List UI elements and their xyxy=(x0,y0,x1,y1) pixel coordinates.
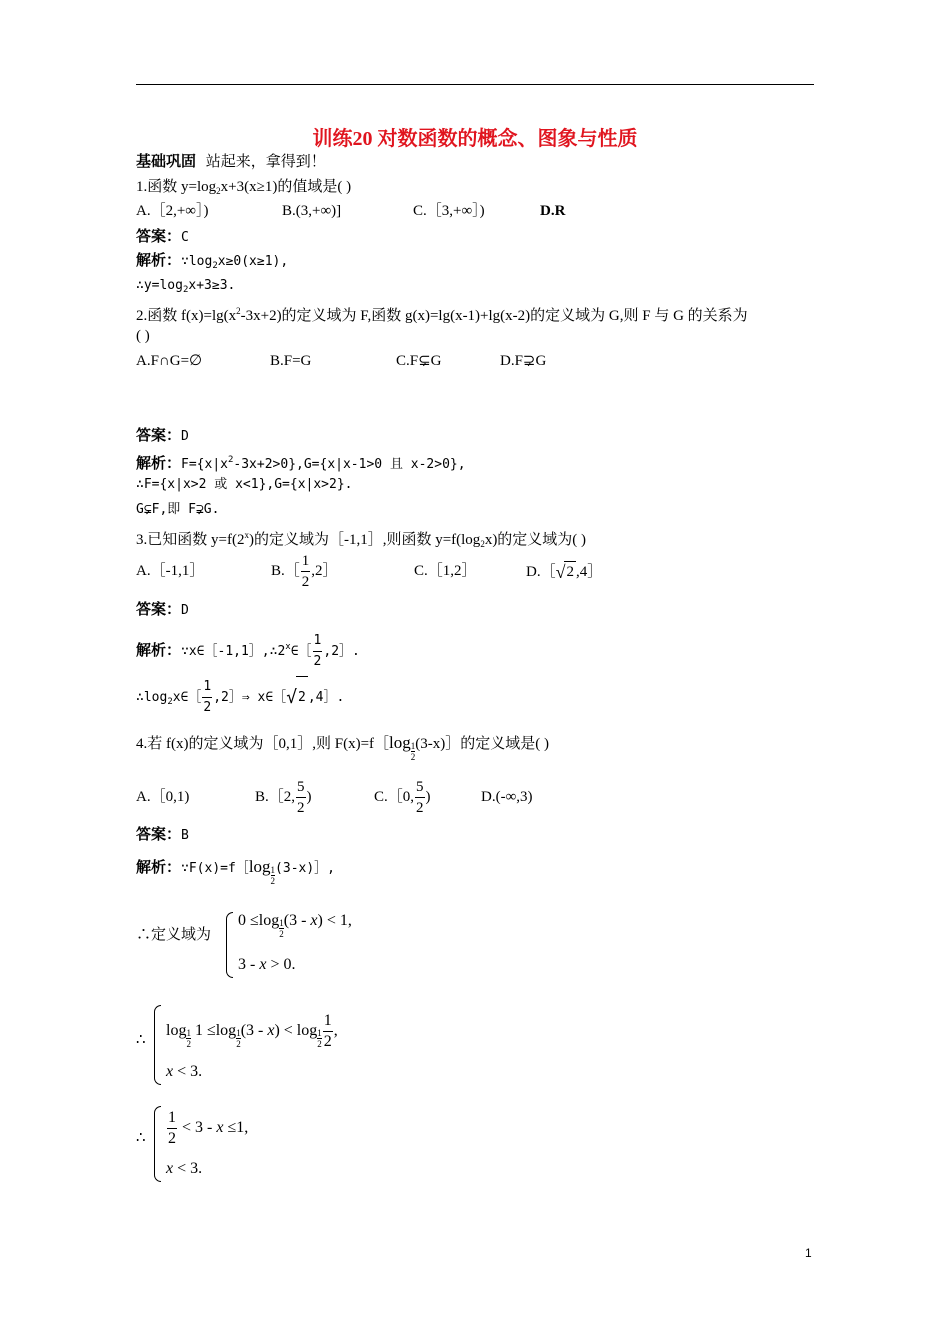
q3-option-d: D.［√2 ,4］ xyxy=(526,562,603,582)
q2-option-d: D.F⊋G xyxy=(500,353,547,369)
fraction-half: $\frac{1}{2}$ xyxy=(301,553,310,591)
section-label: 基础巩固 xyxy=(136,154,197,170)
q4-option-a: A.［0,1) xyxy=(136,789,190,805)
q2-option-c: C.F⊊G xyxy=(396,353,442,369)
q4-system-2-row-2: x < 3. xyxy=(166,1063,203,1080)
q1-answer: 答案：C xyxy=(136,229,189,245)
header-rule xyxy=(136,84,814,85)
q4-system-2 xyxy=(154,1005,414,1085)
section-heading xyxy=(136,152,326,172)
q3-option-c: C.［1,2］ xyxy=(414,563,477,579)
q3-analysis-1: 解析：∵x∈［-1,1］,∴2$^x$∈［ $\frac{1}{2}$ ,2］. xyxy=(136,633,360,669)
q4-system-1-row-1: 0 ≤log $\frac{1}{2}(3 - x) < 1$, xyxy=(238,912,352,939)
q2-analysis-2: ∴F={x|x>2 或 x<1},G={x|x>2}. xyxy=(136,477,353,492)
q2-stem: 2.函数 $f(x)=\lg(x^2-3x+2)$的定义域为 F,函数 g(x)=lg(x-1)+lg(x-2)的定义域为 G,则 F 与 G 的关系为 xyxy=(136,306,748,324)
q2-option-a: A.F∩G=∅ xyxy=(136,353,203,369)
q4-system-3-row-1: $\frac{1}{2}$ < 3 - x ≤1, xyxy=(168,1109,249,1147)
section-tagline: 站起来，拿得到！ xyxy=(205,154,326,170)
q2-analysis-3: G⊊F,即 F⊋G. xyxy=(136,502,220,517)
q1-stem: 1.函数 $y=\log_2x+3(x\ge 1)$的值域是( ) xyxy=(136,179,352,196)
q4-system-1-row-2: 3 - x > 0. xyxy=(238,956,296,973)
q4-therefore-2: ∴ xyxy=(136,1032,146,1048)
q3-option-a: A.［-1,1］ xyxy=(136,563,205,579)
q3-answer: 答案：D xyxy=(136,602,189,618)
q1-option-a: A.［2,+∞］) xyxy=(136,203,209,219)
q2-answer: 答案：D xyxy=(136,428,189,444)
q4-system-3 xyxy=(154,1106,354,1182)
q4-option-c: C.［0, $\frac{5}{2}$ ) xyxy=(374,779,431,817)
q1-analysis-2: $\therefore y=\log_2x+3\ge 3$. xyxy=(136,278,236,295)
q4-domain-prefix: ∴定义域为 xyxy=(136,927,212,943)
q3-analysis-2: $\therefore\log_2x\in[$ $\frac{1}{2}$ ,2］⇒ x∈［√2 ,4］. xyxy=(136,676,344,723)
q1-option-c: C.［3,+∞］) xyxy=(413,203,485,219)
q3-option-b: B.［ $\frac{1}{2}$ ,2］ xyxy=(271,553,338,591)
q1-option-d: D.R xyxy=(540,203,566,219)
page-title: 训练20 对数函数的概念、图象与性质 xyxy=(312,128,638,150)
q2-option-b: B.F=G xyxy=(270,353,312,369)
q4-system-1 xyxy=(226,912,426,978)
q4-analysis-1: 解析：∵F(x)=f［log $\frac{1}{2}(3-x)]$, xyxy=(136,857,336,886)
q1-option-b: B.(3,+∞)] xyxy=(282,203,342,219)
q4-option-d: D.(-∞,3) xyxy=(481,789,533,805)
q2-stem-cont: ( ) xyxy=(136,328,150,344)
q4-therefore-3: ∴ xyxy=(136,1130,146,1146)
q4-system-3-row-2: x < 3. xyxy=(166,1160,203,1177)
q4-stem: 4.若 f(x)的定义域为［0,1］,则 F(x)=f［log $\frac{1}{2}(3-x)]$的定义域是( ) xyxy=(136,733,549,762)
page-number: 1 xyxy=(805,1246,812,1260)
q4-answer: 答案：B xyxy=(136,827,189,843)
q4-system-2-row-1: log $\frac{1}{2} 1 \le\log$ $\frac{1}{2}(3 - x) < \log$ $\frac{1}{2}$ $\frac{1}{2}$ , xyxy=(166,1012,338,1050)
q4-option-b: B.［2, $\frac{5}{2}$ ) xyxy=(255,779,312,817)
q2-analysis-1: 解析：$F=\{x|x^2-3x+2>0\},G=\{x|x-1>0$ 且 x-2>0}, xyxy=(136,455,466,472)
q3-stem: 3.已知函数 $y=f(2^x)$的定义域为［-1,1］,则函数 $y=f(\log_2x)$的定义域为( ) xyxy=(136,530,587,549)
q1-analysis-1: 解析：$\because\log_2x\ge 0(x\ge 1)$, xyxy=(136,253,289,271)
